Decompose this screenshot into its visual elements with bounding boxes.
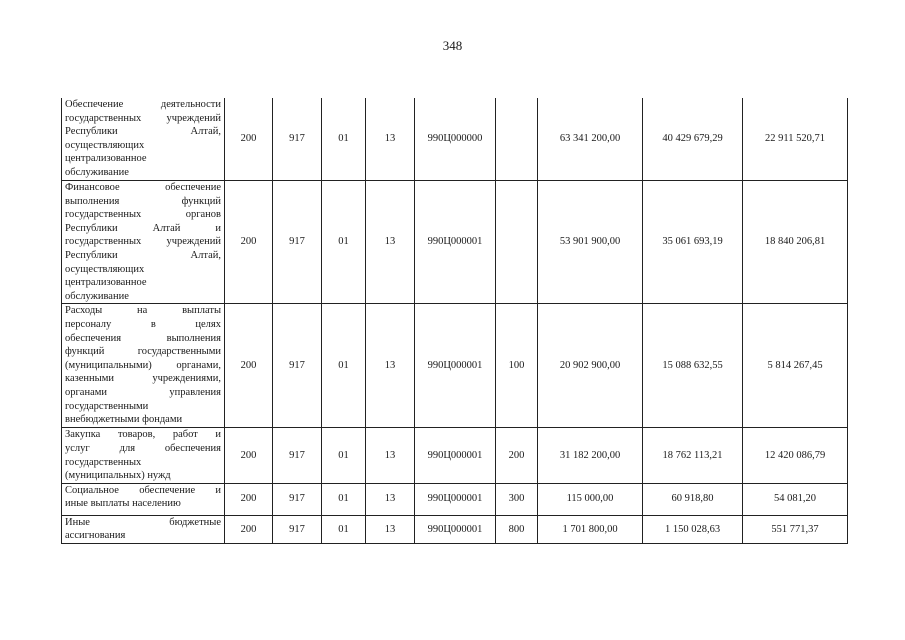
description-line: Республики Алтай, <box>65 126 221 138</box>
executed-amount-cell: 18 762 113,21 <box>643 428 743 483</box>
budget-table <box>61 98 848 544</box>
target-article-code-cell: 990Ц000001 <box>415 428 496 483</box>
description-line: осуществляющих <box>65 263 145 275</box>
row-description <box>62 428 225 483</box>
rz-code-cell: 200 <box>225 304 273 428</box>
remaining-amount-cell: 22 911 520,71 <box>743 98 848 181</box>
executed-amount-cell: 60 918,80 <box>643 483 743 515</box>
planned-amount-cell: 63 341 200,00 <box>538 98 643 181</box>
target-article-code-cell: 990Ц000001 <box>415 515 496 543</box>
description-line: функций государственными <box>65 346 221 358</box>
planned-amount-cell: 20 902 900,00 <box>538 304 643 428</box>
executed-amount-cell: 35 061 693,19 <box>643 181 743 304</box>
description-line: Иные бюджетные <box>65 516 221 528</box>
section-code-cell: 01 <box>322 181 366 304</box>
row-description <box>62 98 225 181</box>
description-line: услуг для обеспечения <box>65 442 221 454</box>
table-row <box>62 181 848 304</box>
rz-code-cell: 200 <box>225 428 273 483</box>
rz-code-cell: 200 <box>225 181 273 304</box>
remaining-amount-cell: 551 771,37 <box>743 515 848 543</box>
page-number: 348 <box>442 38 463 53</box>
gr-code-cell: 917 <box>273 98 322 181</box>
description-line: обеспечения выполнения <box>65 332 221 344</box>
description-line: выполнения функций <box>65 195 221 207</box>
gr-code-cell: 917 <box>273 304 322 428</box>
section-code-cell: 01 <box>322 98 366 181</box>
rz-code-cell: 200 <box>225 98 273 181</box>
planned-amount-cell: 1 701 800,00 <box>538 515 643 543</box>
description-line: Республики Алтай и <box>65 222 221 234</box>
gr-code-cell: 917 <box>273 181 322 304</box>
description-line: казенными учреждениями, <box>65 373 221 385</box>
description-line: иные выплаты населению <box>65 498 181 510</box>
row-description <box>62 515 225 543</box>
expense-type-code-cell <box>496 181 538 304</box>
table-row <box>62 98 848 181</box>
description-line: Финансовое обеспечение <box>65 182 221 193</box>
section-code-cell: 01 <box>322 428 366 483</box>
target-article-code-cell: 990Ц000001 <box>415 483 496 515</box>
description-line: обслуживание <box>65 290 129 302</box>
description-line: (муниципальных) нужд <box>65 470 171 482</box>
expense-type-code-cell: 800 <box>496 515 538 543</box>
subsection-code-cell: 13 <box>366 98 415 181</box>
executed-amount-cell: 15 088 632,55 <box>643 304 743 428</box>
description-line: Обеспечение деятельности <box>65 99 221 110</box>
planned-amount-cell: 31 182 200,00 <box>538 428 643 483</box>
expense-type-code-cell: 300 <box>496 483 538 515</box>
description-line: государственных учреждений <box>65 236 221 248</box>
expense-type-code-cell: 100 <box>496 304 538 428</box>
subsection-code-cell: 13 <box>366 181 415 304</box>
description-line: централизованное <box>65 153 147 165</box>
description-line: осуществляющих <box>65 139 145 151</box>
description-line: Расходы на выплаты <box>65 305 221 317</box>
section-code-cell: 01 <box>322 515 366 543</box>
description-line: государственных учреждений <box>65 112 221 124</box>
description-line: Закупка товаров, работ и <box>65 429 221 441</box>
description-line: Республики Алтай, <box>65 249 221 261</box>
expense-type-code-cell <box>496 98 538 181</box>
subsection-code-cell: 13 <box>366 428 415 483</box>
subsection-code-cell: 13 <box>366 304 415 428</box>
description-line: персоналу в целях <box>65 318 221 330</box>
description-line: государственных органов <box>65 209 221 221</box>
description-line: обслуживание <box>65 166 129 178</box>
gr-code-cell: 917 <box>273 428 322 483</box>
remaining-amount-cell: 54 081,20 <box>743 483 848 515</box>
target-article-code-cell: 990Ц000001 <box>415 181 496 304</box>
description-line: органами управления <box>65 386 221 398</box>
remaining-amount-cell: 18 840 206,81 <box>743 181 848 304</box>
description-line: внебюджетными фондами <box>65 414 183 426</box>
subsection-code-cell: 13 <box>366 515 415 543</box>
row-description <box>62 483 225 515</box>
description-line: Социальное обеспечение и <box>65 484 221 496</box>
executed-amount-cell: 1 150 028,63 <box>643 515 743 543</box>
table-row <box>62 515 848 543</box>
executed-amount-cell: 40 429 679,29 <box>643 98 743 181</box>
row-description <box>62 181 225 304</box>
row-description <box>62 304 225 428</box>
expense-type-code-cell: 200 <box>496 428 538 483</box>
description-line: государственных <box>65 456 142 468</box>
planned-amount-cell: 53 901 900,00 <box>538 181 643 304</box>
rz-code-cell: 200 <box>225 515 273 543</box>
table-row <box>62 304 848 428</box>
target-article-code-cell: 990Ц000000 <box>415 98 496 181</box>
gr-code-cell: 917 <box>273 515 322 543</box>
description-line: ассигнования <box>65 530 126 542</box>
section-code-cell: 01 <box>322 304 366 428</box>
table-row <box>62 428 848 483</box>
remaining-amount-cell: 5 814 267,45 <box>743 304 848 428</box>
description-line: централизованное <box>65 277 147 289</box>
rz-code-cell: 200 <box>225 483 273 515</box>
section-code-cell: 01 <box>322 483 366 515</box>
subsection-code-cell: 13 <box>366 483 415 515</box>
description-line: государственными <box>65 400 149 412</box>
remaining-amount-cell: 12 420 086,79 <box>743 428 848 483</box>
description-line: (муниципальными) органами, <box>65 359 221 371</box>
gr-code-cell: 917 <box>273 483 322 515</box>
planned-amount-cell: 115 000,00 <box>538 483 643 515</box>
target-article-code-cell: 990Ц000001 <box>415 304 496 428</box>
table-row <box>62 483 848 515</box>
